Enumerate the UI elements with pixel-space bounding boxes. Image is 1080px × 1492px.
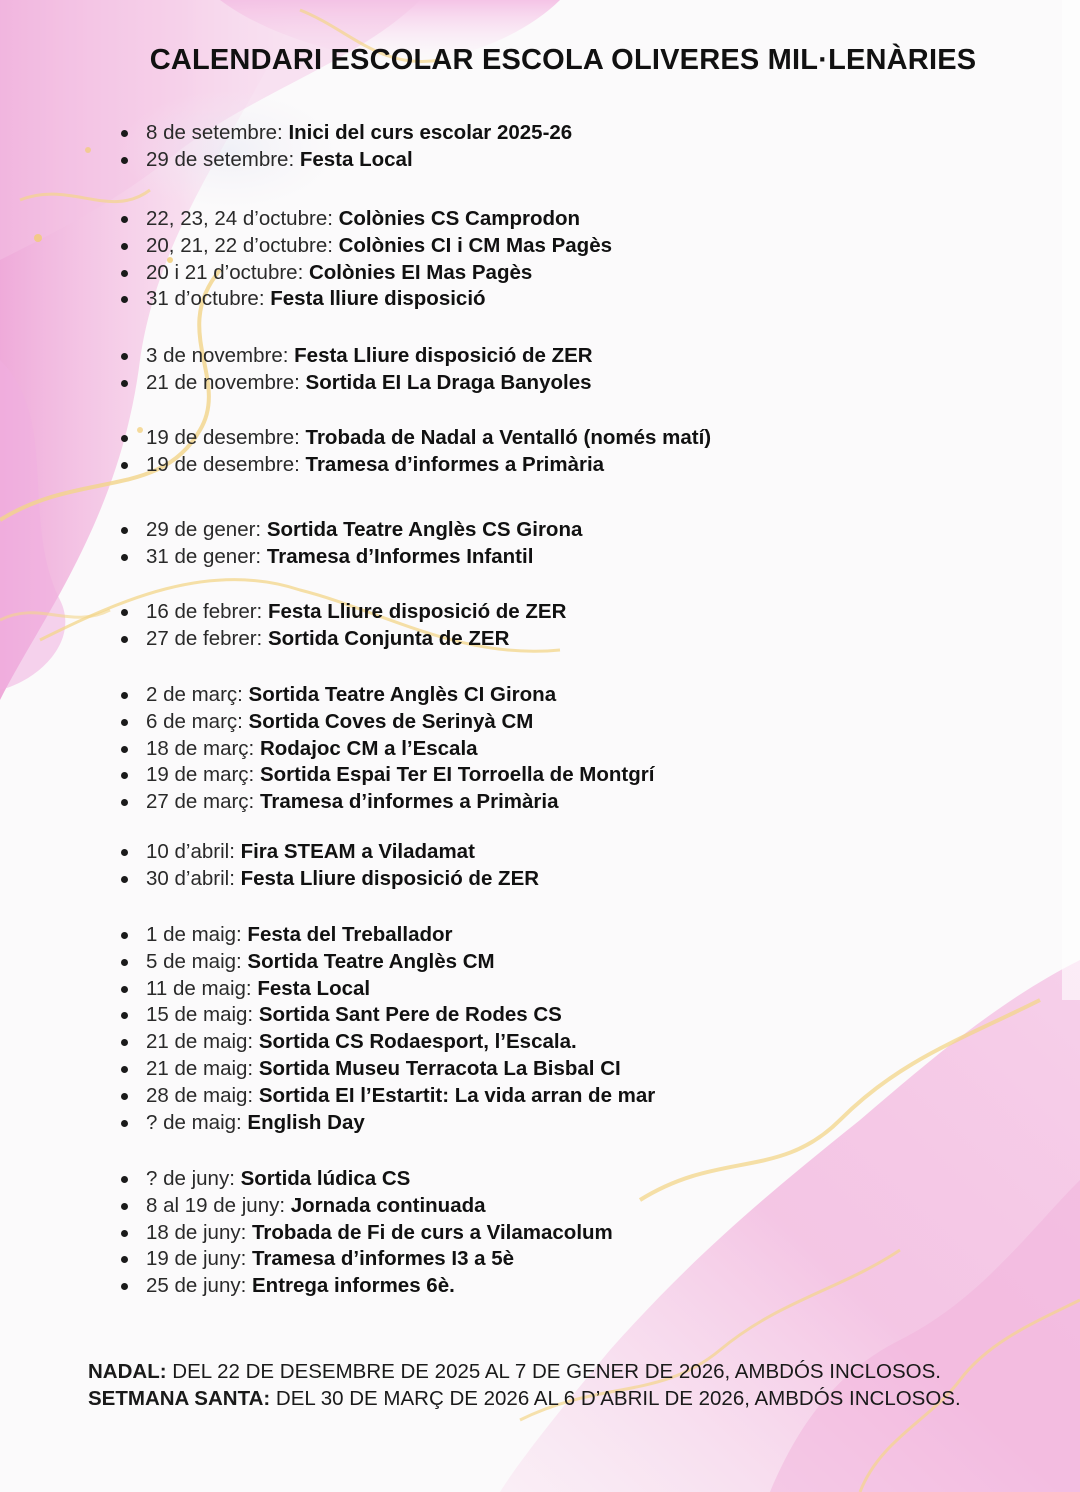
- entry-event: Sortida Museu Terracota La Bisbal CI: [258, 1056, 621, 1080]
- entry-date: 19 de març:: [146, 763, 260, 787]
- page-title: CALENDARI ESCOLAR ESCOLA OLIVERES MIL·LENÀRIES: [149, 44, 977, 76]
- entry-date: 27 de febrer:: [146, 626, 268, 650]
- calendar-entry: [0, 626, 566, 653]
- calendar-entry: [0, 370, 593, 397]
- calendar-entry: [0, 949, 655, 976]
- entry-event: Tramesa d’informes a Primària: [259, 790, 559, 814]
- entry-event: Sortida Teatre Anglès CS Girona: [266, 518, 583, 541]
- calendar-entry: [0, 1110, 655, 1137]
- entry-event: Sortida lúdica CS: [240, 1167, 411, 1190]
- entry-date: 21 de maig:: [146, 1056, 259, 1080]
- entry-date: 16 de febrer:: [146, 600, 268, 623]
- entry-event: Festa lliure disposició: [270, 287, 486, 311]
- entry-date: 1 de maig:: [146, 923, 248, 946]
- month-group-octubre: [0, 206, 612, 313]
- calendar-entry: [0, 120, 572, 147]
- month-group-febrer: [0, 599, 566, 653]
- calendar-entry: [0, 682, 654, 709]
- calendar-entry: [0, 709, 654, 736]
- entry-date: 19 de desembre:: [146, 452, 306, 476]
- calendar-entry: [0, 260, 612, 287]
- entry-event: Colònies CI i CM Mas Pagès: [338, 233, 613, 257]
- calendar-entry: [0, 1056, 655, 1083]
- entry-date: 5 de maig:: [146, 949, 248, 973]
- entry-date: 20, 21, 22 d’octubre:: [146, 233, 339, 257]
- entry-event: Sortida EI l’Estartit: La vida arran de mar: [258, 1083, 656, 1107]
- entry-event: Tramesa d’informes a Primària: [305, 452, 605, 476]
- entry-date: 6 de març:: [146, 709, 249, 733]
- entry-event: Festa Local: [257, 976, 371, 1000]
- calendar-entry: [0, 425, 711, 452]
- nadal-text: DEL 22 DE DESEMBRE DE 2025 AL 7 DE GENER DE 2026, AMBDÓS INCLOSOS.: [166, 1360, 941, 1383]
- entry-date: 27 de març:: [146, 790, 260, 814]
- calendar-entry: [0, 147, 572, 174]
- calendar-entry: [0, 452, 711, 479]
- month-group-setembre: [0, 120, 572, 174]
- entry-date: 31 de gener:: [146, 544, 267, 568]
- setmana-santa-line: [88, 1385, 961, 1412]
- calendar-entry: [0, 976, 655, 1003]
- calendar-entry: [0, 599, 566, 626]
- entry-event: Rodajoc CM a l’Escala: [259, 736, 478, 760]
- entry-event: Sortida Teatre Anglès CM: [247, 949, 495, 973]
- entry-event: Colònies EI Mas Pagès: [308, 260, 533, 284]
- entry-event: Sortida CS Rodaesport, l’Escala.: [258, 1030, 577, 1054]
- entry-date: 18 de març:: [146, 736, 260, 760]
- calendar-entry: [0, 1246, 613, 1273]
- entry-date: 25 de juny:: [146, 1274, 252, 1298]
- entry-event: Sortida Sant Pere de Rodes CS: [258, 1003, 562, 1027]
- month-group-juny: [0, 1166, 613, 1300]
- nadal-label: NADAL:: [88, 1360, 167, 1383]
- month-group-gener: [0, 517, 582, 571]
- entry-event: Colònies CS Camprodon: [338, 207, 581, 230]
- entry-event: Trobada de Nadal a Ventalló (només matí): [305, 426, 712, 449]
- month-group-abril: [0, 839, 539, 893]
- entry-event: Jornada continuada: [290, 1193, 486, 1217]
- entry-date: 3 de novembre:: [146, 344, 295, 367]
- entry-date: 21 de maig:: [146, 1030, 259, 1054]
- entry-event: Festa del Treballador: [247, 923, 453, 946]
- entry-event: Festa Lliure disposició de ZER: [240, 866, 540, 890]
- entry-date: ? de juny:: [146, 1167, 241, 1190]
- calendar-entry: [0, 1193, 613, 1220]
- entry-event: Sortida Conjunta de ZER: [267, 626, 510, 650]
- month-group-marc: [0, 682, 654, 816]
- entry-event: Tramesa d’informes I3 a 5è: [252, 1247, 515, 1271]
- entry-event: Festa Lliure disposició de ZER: [267, 600, 567, 623]
- entry-date: 19 de juny:: [146, 1247, 252, 1271]
- calendar-entry: [0, 517, 582, 544]
- entry-date: 11 de maig:: [146, 976, 258, 1000]
- calendar-entry: [0, 1220, 613, 1247]
- entry-date: 31 d’octubre:: [146, 287, 271, 311]
- calendar-entry: [0, 233, 612, 260]
- month-group-desembre: [0, 425, 711, 479]
- month-group-novembre: [0, 343, 593, 397]
- setmana-santa-label: SETMANA SANTA:: [88, 1387, 271, 1410]
- entry-event: Sortida EI La Draga Banyoles: [305, 370, 592, 394]
- entry-event: Trobada de Fi de curs a Vilamacolum: [252, 1220, 613, 1244]
- entry-event: Sortida Coves de Serinyà CM: [248, 709, 534, 733]
- entry-date: 18 de juny:: [146, 1220, 252, 1244]
- entry-date: 29 de setembre:: [146, 147, 300, 171]
- calendar-entry: [0, 1002, 655, 1029]
- setmana-santa-text: DEL 30 DE MARÇ DE 2026 AL 6 D’ABRIL DE 2026, AMBDÓS INCLOSOS.: [270, 1387, 961, 1410]
- entry-event: English Day: [247, 1110, 365, 1134]
- calendar-entry: [0, 736, 654, 763]
- calendar-entry: [0, 286, 612, 313]
- entry-date: ? de maig:: [146, 1110, 248, 1134]
- entry-event: Inici del curs escolar 2025-26: [288, 121, 573, 144]
- entry-date: 28 de maig:: [146, 1083, 259, 1107]
- calendar-entry: [0, 839, 539, 866]
- calendar-entry: [0, 544, 582, 571]
- calendar-entry: [0, 1083, 655, 1110]
- calendar-entry: [0, 762, 654, 789]
- entry-event: Sortida Espai Ter EI Torroella de Montgrí: [259, 763, 655, 787]
- calendar-entry: [0, 1029, 655, 1056]
- entry-date: 8 de setembre:: [146, 121, 289, 144]
- calendar-entry: [0, 1273, 613, 1300]
- holidays-footer: [88, 1358, 961, 1412]
- calendar-entry: [0, 866, 539, 893]
- calendar-entry: [0, 343, 593, 370]
- calendar-entry: [0, 922, 655, 949]
- calendar-entry: [0, 789, 654, 816]
- entry-date: 2 de març:: [146, 683, 249, 706]
- entry-date: 21 de novembre:: [146, 370, 306, 394]
- entry-date: 19 de desembre:: [146, 426, 306, 449]
- calendar-entry: [0, 1166, 613, 1193]
- entry-date: 20 i 21 d’octubre:: [146, 260, 309, 284]
- entry-date: 15 de maig:: [146, 1003, 259, 1027]
- calendar-entry: [0, 206, 612, 233]
- entry-date: 29 de gener:: [146, 518, 267, 541]
- entry-date: 8 al 19 de juny:: [146, 1193, 291, 1217]
- entry-event: Festa Local: [299, 147, 413, 171]
- entry-event: Sortida Teatre Anglès CI Girona: [248, 683, 557, 706]
- month-group-maig: [0, 922, 655, 1136]
- entry-event: Festa Lliure disposició de ZER: [294, 344, 593, 367]
- entry-date: 22, 23, 24 d’octubre:: [146, 207, 339, 230]
- entry-date: 30 d’abril:: [146, 866, 241, 890]
- entry-event: Entrega informes 6è.: [252, 1274, 455, 1298]
- entry-event: Fira STEAM a Viladamat: [240, 840, 475, 863]
- entry-date: 10 d’abril:: [146, 840, 241, 863]
- nadal-line: [88, 1358, 961, 1385]
- entry-event: Tramesa d’Informes Infantil: [266, 544, 534, 568]
